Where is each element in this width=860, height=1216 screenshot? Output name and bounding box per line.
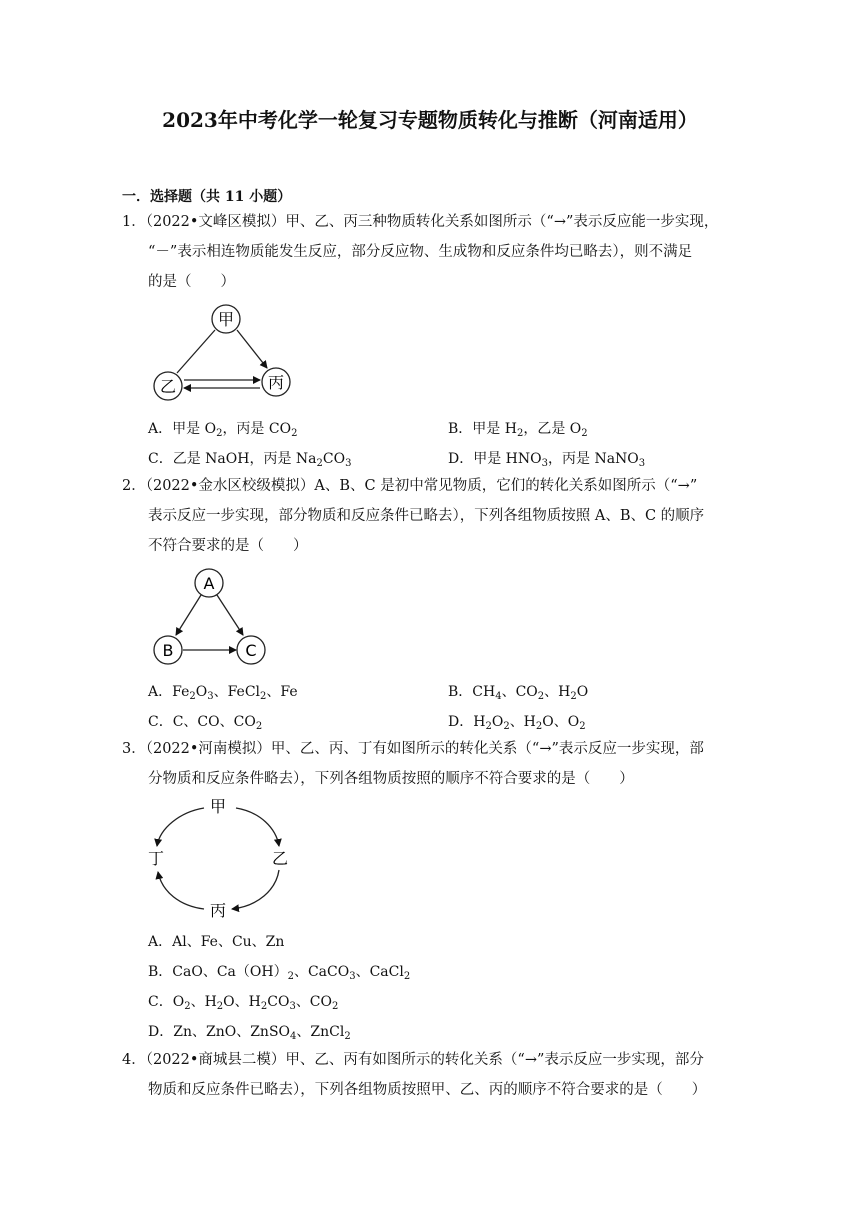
q2-option-d: D．$H_2O_2$、$H_2O$、$O_2$ [448, 714, 586, 732]
q2-option-c: C．C、CO、$CO_2$ [148, 714, 263, 732]
q1-node-bing: 丙 [267, 373, 285, 392]
section-heading: 一．选择题（共 11 小题） [122, 189, 292, 205]
q1-node-yi: 乙 [159, 377, 177, 396]
q2-line3: 不符合要求的是（ ） [148, 538, 308, 554]
q3-node-ding: 丁 [147, 849, 165, 868]
q1-diagram [140, 300, 310, 410]
q1-option-d: D．甲是 $HNO_3$，丙是 NaNO$_3$ [448, 451, 646, 469]
q1-option-c: C．乙是 NaOH，丙是 $Na_2CO_3$ [148, 451, 352, 469]
q1-node-jia: 甲 [217, 310, 235, 329]
q2-line1: 2．（2022•金水区校级模拟）A、B、C 是初中常见物质，它们的转化关系如图所示（“→” [122, 478, 698, 494]
page-title: 2023年中考化学一轮复习专题物质转化与推断（河南适用） [162, 108, 698, 132]
q4-line1: 4．（2022•商城县二模）甲、乙、丙有如图所示的转化关系（“→”表示反应一步实现，部分 [122, 1052, 704, 1068]
q1-option-b: B．甲是 $H_2$，乙是 $O_2$ [448, 421, 588, 439]
q3-line2: 分物质和反应条件略去），下列各组物质按照的顺序不符合要求的是（ ） [148, 771, 634, 787]
q2-node-c: C [245, 641, 257, 660]
q2-option-a: A．$Fe_2O_3$、FeCl$_2$、Fe [148, 684, 298, 702]
q2-diagram [140, 564, 280, 670]
q1-option-a: A．甲是 $O_2$，丙是 $CO_2$ [148, 421, 298, 439]
q3-line1: 3．（2022•河南模拟）甲、乙、丙、丁有如图所示的转化关系（“→”表示反应一步实现，部 [122, 741, 704, 757]
q1-line2: “－”表示相连物质能发生反应，部分反应物、生成物和反应条件均已略去），则不满足 [148, 244, 693, 260]
q3-node-yi: 乙 [271, 849, 289, 868]
q3-option-b: B．CaO、$Ca(OH)_2$、CaCO$_3$、CaCl$_2$ [148, 964, 411, 982]
q3-option-a: A．Al、Fe、Cu、Zn [148, 934, 285, 950]
q3-node-jia: 甲 [209, 797, 227, 816]
q2-node-a: A [203, 574, 215, 593]
q2-option-b: B．$CH_4$、$CO_2$、$H_2O$ [448, 684, 589, 702]
q3-option-c: C．$O_2$、$H_2O$、$H_2CO_3$、$CO_2$ [148, 994, 339, 1012]
q2-node-b: B [162, 641, 174, 660]
q1-line3: 的是（ ） [148, 274, 235, 290]
q3-node-bing: 丙 [209, 901, 227, 920]
q3-diagram [140, 794, 300, 922]
q2-line2: 表示反应一步实现，部分物质和反应条件已略去），下列各组物质按照 A、B、C 的顺序 [148, 508, 705, 524]
q3-option-d: D．Zn、ZnO、ZnSO$_4$、ZnCl$_2$ [148, 1024, 351, 1042]
q4-line2: 物质和反应条件已略去），下列各组物质按照甲、乙、丙的顺序不符合要求的是（ ） [148, 1082, 707, 1098]
q1-line1: 1．（2022•文峰区模拟）甲、乙、丙三种物质转化关系如图所示（“→”表示反应能一步实现， [122, 214, 719, 230]
